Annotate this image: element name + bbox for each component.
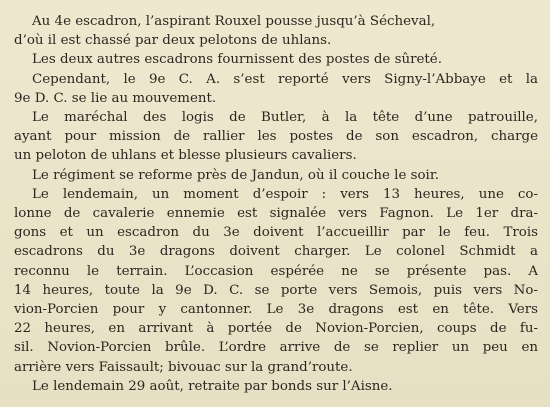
text-line: escadrons du 3e dragons doivent charger. Le colonel Schmidt a [14,244,538,260]
text-line: gons et un escadron du 3e doivent l’accueillir par le feu. Trois [14,225,538,241]
text-line: d’où il est chassé par deux pelotons de uhlans. [14,33,332,49]
text-line: arrière vers Faissault; bivouac sur la grand’route. [14,359,353,375]
page-text [14,12,538,396]
text-line: reconnu le terrain. L’occasion espérée ne se présente pas. A [14,263,538,279]
text-line: un peloton de uhlans et blesse plusieurs cavaliers. [14,148,357,164]
text-line: lonne de cavalerie ennemie est signalée vers Fagnon. Le 1er dra- [14,206,538,222]
text-line: Les deux autres escadrons fournissent des postes de sûreté. [32,52,442,68]
text-line: 9e D. C. se lie au mouvement. [14,90,217,106]
text-line: Le maréchal des logis de Butler, à la tête d’une patrouille, [32,110,538,126]
text-line: Au 4e escadron, l’aspirant Rouxel pousse jusqu’à Sécheval, [32,14,436,29]
text-line: sil. Novion-Porcien brûle. L’ordre arrive de se replier un peu en [14,340,538,356]
text-line: Le lendemain, un moment d’espoir : vers 13 heures, une co- [32,186,538,202]
text-line: vion-Porcien pour y cantonner. Le 3e dragons est en tête. Vers [14,302,538,318]
text-line: Le régiment se reforme près de Jandun, où il couche le soir. [32,167,440,183]
text-line: Le lendemain 29 août, retraite par bonds sur l’Aisne. [32,378,393,394]
text-line: Cependant, le 9e C. A. s’est reporté vers Signy-l’Abbaye et la [32,71,538,87]
text-line: 14 heures, toute la 9e D. C. se porte vers Semois, puis vers No- [14,282,538,298]
text-line: ayant pour mission de rallier les postes de son escadron, charge [14,129,538,145]
text-line: 22 heures, en arrivant à portée de Novion-Porcien, coups de fu- [14,321,538,337]
